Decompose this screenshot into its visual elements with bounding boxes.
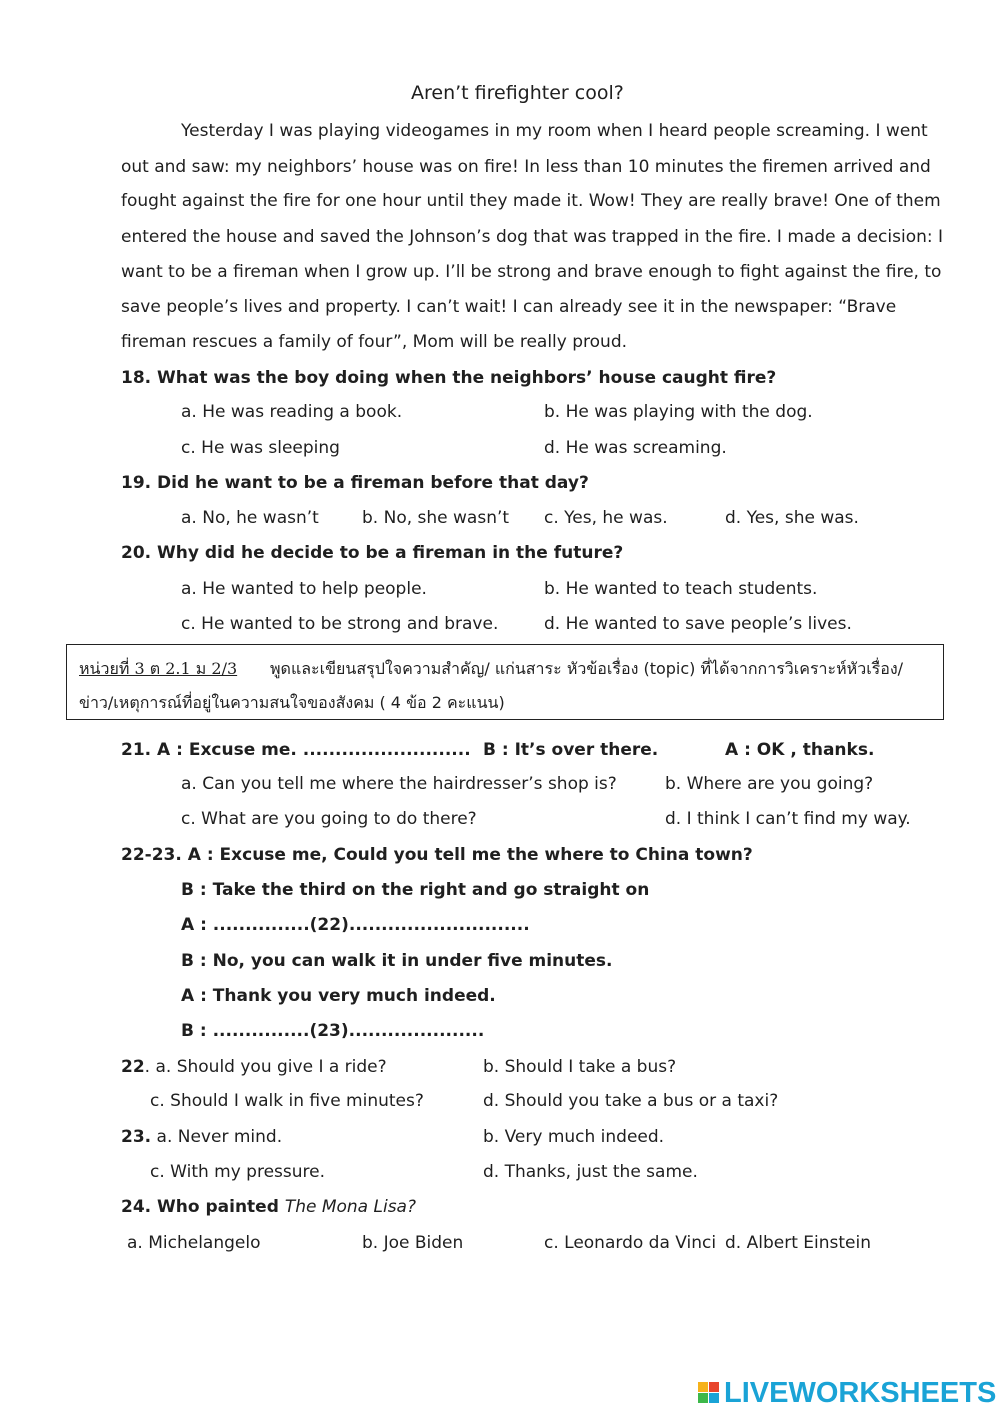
q20-option-b[interactable]: b. He wanted to teach students. <box>544 579 818 599</box>
liveworksheets-logo <box>698 1378 996 1408</box>
q24-option-b[interactable]: b. Joe Biden <box>362 1233 464 1253</box>
q19-option-c[interactable]: c. Yes, he was. <box>544 508 668 528</box>
question-18: 18. What was the boy doing when the neighbors’ house caught fire? <box>121 368 777 388</box>
q22-option-b[interactable]: b. Should I take a bus? <box>483 1057 677 1077</box>
curriculum-note-line1: พูดและเขียนสรุปใจความสำคัญ/ แก่นสาระ หัวข้อเรื่อง (topic) ที่ได้จากการวิเคราะห์หัวเรื่อง/ <box>270 659 904 678</box>
passage-line: fireman rescues a family of four”, Mom will be really proud. <box>121 332 628 352</box>
q19-option-a[interactable]: a. No, he wasn’t <box>181 508 319 528</box>
q23-option-b[interactable]: b. Very much indeed. <box>483 1127 665 1147</box>
q20-option-d[interactable]: d. He wanted to save people’s lives. <box>544 614 852 634</box>
q21-option-a[interactable]: a. Can you tell me where the hairdresser’s shop is? <box>181 774 617 794</box>
q20-option-a[interactable]: a. He wanted to help people. <box>181 579 427 599</box>
q19-option-b[interactable]: b. No, she wasn’t <box>362 508 510 528</box>
liveworksheets-wordmark: LIVEWORKSHEETS <box>724 1377 997 1409</box>
passage-line: entered the house and saved the Johnson’s dog that was trapped in the fire. I made a decision: I <box>121 227 944 247</box>
dialogue-line: A : ...............(22)............................ <box>181 915 530 935</box>
question-24-title: The Mona Lisa? <box>284 1197 416 1217</box>
question-21-speaker-a2: A : OK , thanks. <box>725 740 875 760</box>
q22-option-a[interactable] <box>121 1056 387 1078</box>
page-title: Aren’t firefighter cool? <box>411 82 624 104</box>
q18-option-a[interactable]: a. He was reading a book. <box>181 402 403 422</box>
question-20: 20. Why did he decide to be a fireman in the future? <box>121 543 624 563</box>
curriculum-code: หน่วยที่ 3 ต 2.1 ม 2/3 <box>79 659 238 678</box>
q22-number: 22 <box>121 1057 145 1077</box>
dialogue-line: A : Thank you very much indeed. <box>181 986 496 1006</box>
passage-line: out and saw: my neighbors’ house was on fire! In less than 10 minutes the firemen arrived and <box>121 157 931 177</box>
q22-option-c[interactable]: c. Should I walk in five minutes? <box>150 1091 424 1111</box>
q21-option-c[interactable]: c. What are you going to do there? <box>181 809 477 829</box>
curriculum-note-line2: ข่าว/เหตุการณ์ที่อยู่ในความสนใจของสังคม ( 4 ข้อ 2 คะแนน) <box>79 693 505 712</box>
q23-number: 23. <box>121 1127 152 1147</box>
question-21-speaker-a: 21. A : Excuse me. .......................... <box>121 740 471 760</box>
liveworksheets-mark-icon <box>698 1380 722 1406</box>
q18-option-c[interactable]: c. He was sleeping <box>181 438 340 458</box>
q21-option-b[interactable]: b. Where are you going? <box>665 774 874 794</box>
q23-option-c[interactable]: c. With my pressure. <box>150 1162 326 1182</box>
passage-line: Yesterday I was playing videogames in my room when I heard people screaming. I went <box>181 121 928 141</box>
q20-option-c[interactable]: c. He wanted to be strong and brave. <box>181 614 499 634</box>
dialogue-line: B : Take the third on the right and go straight on <box>181 880 650 900</box>
q23-option-d[interactable]: d. Thanks, just the same. <box>483 1162 698 1182</box>
q18-option-d[interactable]: d. He was screaming. <box>544 438 727 458</box>
question-24-prefix: 24. Who painted <box>121 1197 285 1217</box>
dialogue-line: B : ...............(23)..................... <box>181 1021 485 1041</box>
q18-option-b[interactable]: b. He was playing with the dog. <box>544 402 813 422</box>
question-19: 19. Did he want to be a fireman before that day? <box>121 473 589 493</box>
passage-line: save people’s lives and property. I can’t wait! I can already see it in the newspaper: “Brave <box>121 297 897 317</box>
q22-option-d[interactable]: d. Should you take a bus or a taxi? <box>483 1091 779 1111</box>
q24-option-d[interactable]: d. Albert Einstein <box>725 1233 871 1253</box>
q24-option-c[interactable]: c. Leonardo da Vinci <box>544 1233 717 1253</box>
q23-option-a[interactable] <box>121 1126 282 1148</box>
q22-option-a-text: . a. Should you give I a ride? <box>144 1057 387 1077</box>
passage-line: want to be a fireman when I grow up. I’ll be strong and brave enough to fight against the fire, to <box>121 262 942 282</box>
q19-option-d[interactable]: d. Yes, she was. <box>725 508 859 528</box>
question-24 <box>121 1196 416 1218</box>
q21-option-d[interactable]: d. I think I can’t find my way. <box>665 809 911 829</box>
q24-option-a[interactable]: a. Michelangelo <box>127 1233 261 1253</box>
passage-line: fought against the fire for one hour until they made it. Wow! They are really brave! One of them <box>121 191 941 211</box>
dialogue-line: B : No, you can walk it in under five minutes. <box>181 951 613 971</box>
dialogue-line: 22-23. A : Excuse me, Could you tell me the where to China town? <box>121 845 753 865</box>
question-21-speaker-b: B : It’s over there. <box>483 740 659 760</box>
q23-option-a-text: a. Never mind. <box>151 1127 283 1147</box>
